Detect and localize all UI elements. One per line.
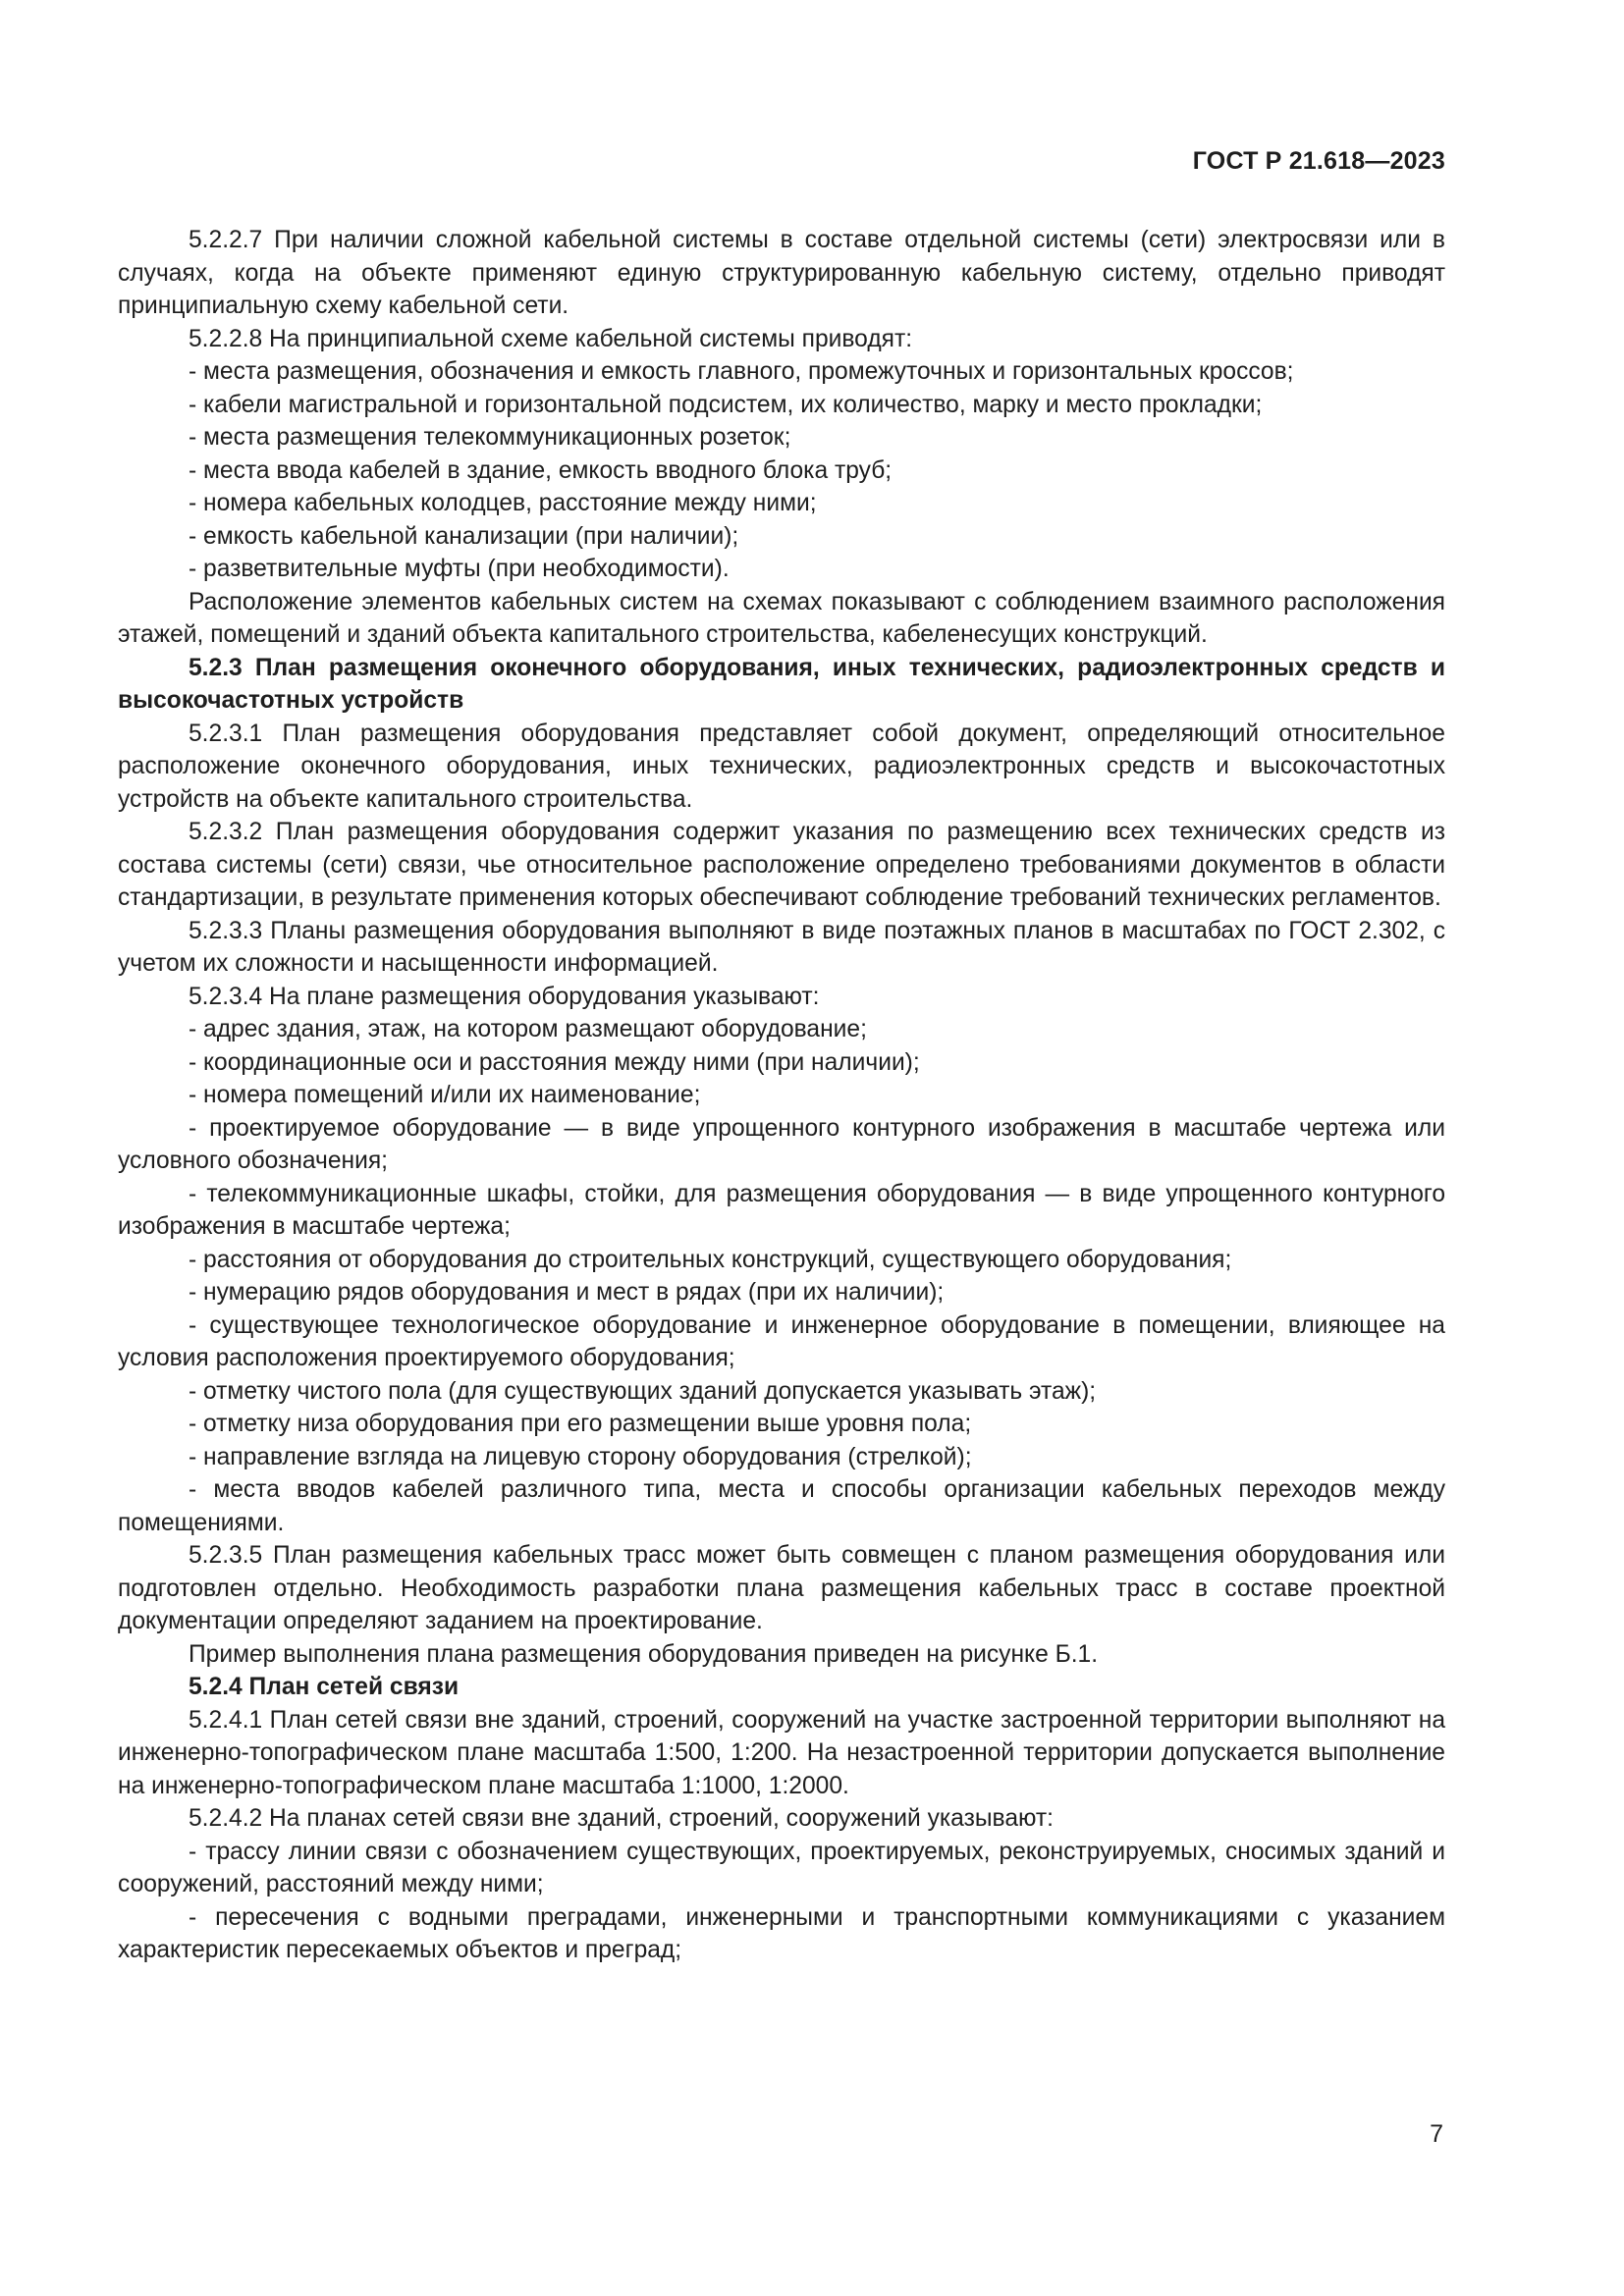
paragraph-5-2-4-1: 5.2.4.1 План сетей связи вне зданий, строений, сооружений на участке застроенной территории выполняют на инженерно-топографическом плане масштаба 1:500, 1:200. На незастроенной территории допускается выполнение на инженерно-топографическом плане масштаба 1:1000, 1:2000. bbox=[118, 1706, 1445, 1799]
paragraph-5-2-4-2: 5.2.4.2 На планах сетей связи вне зданий, строений, сооружений указывают: bbox=[189, 1805, 1055, 1832]
paragraph-5-2-3-4: 5.2.3.4 На плане размещения оборудования указывают: bbox=[189, 983, 820, 1010]
paragraph-5-2-3-2: 5.2.3.2 План размещения оборудования содержит указания по размещению всех технических средств из состава системы (сети) связи, чье относительное расположение определено требованиями документов в области стандартизации, в результате применения которых обеспечивают соблюдение требований технических регламентов. bbox=[118, 819, 1445, 911]
list-item: - отметку низа оборудования при его размещении выше уровня пола; bbox=[189, 1411, 972, 1437]
list-item: - трассу линии связи с обозначением существующих, проектируемых, реконструируемых, сносимых зданий и сооружений, расстояний между ними; bbox=[118, 1838, 1445, 1897]
list-item: - нумерацию рядов оборудования и мест в рядах (при их наличии); bbox=[189, 1279, 945, 1306]
list-item: - номера кабельных колодцев, расстояние между ними; bbox=[189, 490, 817, 516]
page-number: 7 bbox=[1430, 2120, 1443, 2148]
list-item: - расстояния от оборудования до строительных конструкций, существующего оборудования; bbox=[189, 1246, 1232, 1273]
paragraph-5-2-3-3: 5.2.3.3 Планы размещения оборудования выполняют в виде поэтажных планов в масштабах по ГОСТ 2.302, с учетом их сложности и насыщенности информацией. bbox=[118, 917, 1445, 977]
list-item: - проектируемое оборудование — в виде упрощенного контурного изображения в масштабе чертежа или условного обозначения; bbox=[118, 1114, 1445, 1174]
section-heading-5-2-4: 5.2.4 План сетей связи bbox=[189, 1674, 460, 1700]
list-item: - отметку чистого пола (для существующих зданий допускается указывать этаж); bbox=[189, 1377, 1097, 1405]
list-item: - пересечения с водными преградами, инженерными и транспортными коммуникациями с указанием характеристик пересекаемых объектов и преград; bbox=[118, 1903, 1445, 1963]
paragraph-5-2-3-5: 5.2.3.5 План размещения кабельных трасс может быть совмещен с планом размещения оборудования или подготовлен отдельно. Необходимость разработки плана размещения кабельных трасс в составе проектной документации определяют заданием на проектирование. bbox=[118, 1542, 1445, 1634]
paragraph-5-2-2-7: 5.2.2.7 При наличии сложной кабельной системы в составе отдельной системы (сети) электросвязи или в случаях, когда на объекте применяют единую структурированную кабельную систему, отдельно приводят принципиальную схему кабельной сети. bbox=[118, 227, 1445, 319]
document-body bbox=[118, 224, 1445, 1967]
list-item: - места размещения, обозначения и емкость главного, промежуточных и горизонтальных кроссов; bbox=[189, 358, 1294, 385]
list-item: - телекоммуникационные шкафы, стойки, для размещения оборудования — в виде упрощенного контурного изображения в масштабе чертежа; bbox=[118, 1180, 1445, 1240]
section-heading-5-2-3: 5.2.3 План размещения оконечного оборудования, иных технических, радиоэлектронных средств и высокочастотных устройств bbox=[118, 654, 1445, 714]
list-item: - емкость кабельной канализации (при наличии); bbox=[189, 522, 739, 550]
list-item: - адрес здания, этаж, на котором размещают оборудование; bbox=[189, 1016, 867, 1042]
paragraph-example-reference: Пример выполнения плана размещения оборудования приведен на рисунке Б.1. bbox=[189, 1640, 1099, 1668]
list-item: - разветвительные муфты (при необходимости). bbox=[189, 556, 730, 582]
list-item: - места вводов кабелей различного типа, места и способы организации кабельных переходов между помещениями. bbox=[118, 1476, 1445, 1536]
document-number: ГОСТ Р 21.618—2023 bbox=[1192, 147, 1445, 175]
list-item: - кабели магистральной и горизонтальной подсистем, их количество, марку и место прокладки; bbox=[189, 391, 1263, 418]
paragraph-5-2-2-8: 5.2.2.8 На принципиальной схеме кабельной системы приводят: bbox=[189, 325, 913, 352]
list-item: - направление взгляда на лицевую сторону оборудования (стрелкой); bbox=[189, 1443, 972, 1470]
list-item: - номера помещений и/или их наименование; bbox=[189, 1082, 701, 1108]
list-item: - существующее технологическое оборудование и инженерное оборудование в помещении, влияющее на условия расположения проектируемого оборудования; bbox=[118, 1311, 1445, 1371]
paragraph-5-2-3-1: 5.2.3.1 План размещения оборудования представляет собой документ, определяющий относительное расположение оконечного оборудования, иных технических, радиоэлектронных средств и высокочастотных устройств на объекте капитального строительства. bbox=[118, 720, 1445, 813]
list-item: - места ввода кабелей в здание, емкость вводного блока труб; bbox=[189, 456, 893, 484]
list-item: - координационные оси и расстояния между ними (при наличии); bbox=[189, 1048, 920, 1076]
list-item: - места размещения телекоммуникационных розеток; bbox=[189, 424, 791, 451]
paragraph-cable-layout: Расположение элементов кабельных систем на схемах показывают с соблюдением взаимного расположения этажей, помещений и зданий объекта капитального строительства, кабеленесущих конструкций. bbox=[118, 588, 1445, 648]
